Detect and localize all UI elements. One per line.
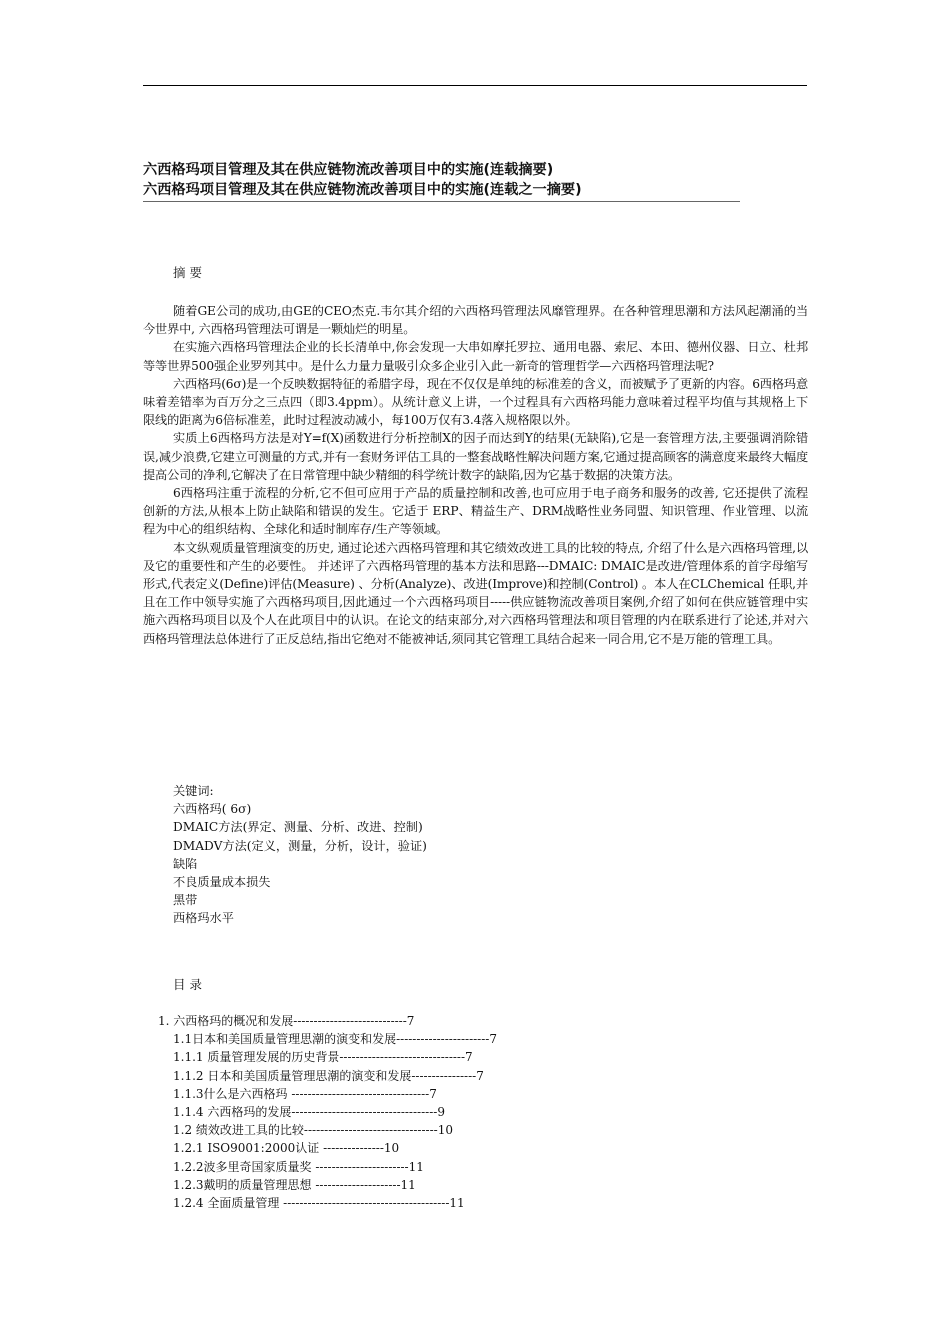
keyword-item: 黑带 — [173, 893, 198, 908]
toc-entry[interactable]: 1.1.1 质量管理发展的历史背景-------------------------------7 — [173, 1050, 473, 1065]
paragraph: 在实施六西格玛管理法企业的长长清单中,你会发现一大串如摩托罗拉、通用电器、索尼、本田、德州仪器、日立、杜邦等等世界500强企业罗列其中。是什么力量力量吸引众多企业引入此一新奇的管理哲学—六西格玛管理法呢? — [143, 340, 808, 373]
paragraph: 六西格玛(6σ)是一个反映数据特征的希腊字母，现在不仅仅是单纯的标准差的含义，而被赋予了更新的内容。6西格玛意味着差错率为百万分之三点四（即3.4ppm）。从统计意义上讲，一个过程具有六西格玛能力意味着过程平均值与其规格上下限线的距离为6倍标准差，此时过程波动减小，每100万仅有3.4落入规格限以外。 — [143, 376, 808, 428]
toc-entry[interactable]: 1.1.2 日本和美国质量管理思潮的演变和发展----------------7 — [173, 1068, 484, 1083]
title-block — [143, 160, 743, 200]
toc-heading: 目 录 — [173, 977, 202, 992]
keyword-item: DMAIC方法(界定、测量、分析、改进、控制) — [173, 820, 423, 835]
toc-entry[interactable]: 1.1.4 六西格玛的发展------------------------------------9 — [173, 1105, 445, 1120]
keyword-item: 缺陷 — [173, 856, 198, 871]
keyword-item: DMADV方法(定义，测量，分析，设计，验证) — [173, 838, 427, 853]
toc-entry[interactable]: 1.2.1 ISO9001:2000认证 ---------------10 — [173, 1141, 400, 1156]
toc-entry[interactable]: 1. 六西格玛的概况和发展----------------------------7 — [158, 1014, 415, 1028]
title-underline — [143, 201, 740, 202]
top-rule — [143, 85, 807, 86]
toc-entry[interactable]: 1.2 绩效改进工具的比较---------------------------------10 — [173, 1123, 453, 1138]
keywords-label: 关键词: — [173, 784, 214, 798]
toc-entry[interactable]: 1.2.3戴明的质量管理思想 ---------------------11 — [173, 1177, 416, 1192]
keyword-item: 六西格玛( 6σ) — [173, 802, 252, 817]
keywords-section — [173, 782, 427, 928]
toc-entry[interactable]: 1.2.2波多里奇国家质量奖 -----------------------11 — [173, 1159, 424, 1174]
paragraph: 随着GE公司的成功,由GE的CEO杰克.韦尔其介绍的六西格玛管理法风靡管理界。在各种管理思潮和方法风起潮涌的当今世界中, 六西格玛管理法可谓是一颗灿烂的明星。 — [143, 304, 808, 337]
document-title: 六西格玛项目管理及其在供应链物流改善项目中的实施(连载摘要) — [143, 162, 554, 178]
paragraph: 实质上6西格玛方法是对Y=f(X)函数进行分析控制X的因子而达到Y的结果(无缺陷),它是一套管理方法,主要强调消除错误,减少浪费,它建立可测量的方式,并有一套财务评估工具的一整套战略性解决问题方案,它通过提高顾客的满意度来最终大幅度提高公司的净利,它解决了在日常管理中缺少精细的科学统计数字的缺陷,因为它基于数据的决策方法。 — [143, 431, 808, 482]
toc-entry[interactable]: 1.1.3什么是六西格玛 ----------------------------------7 — [173, 1086, 437, 1101]
paragraph: 本文纵观质量管理演变的历史, 通过论述六西格玛管理和其它绩效改进工具的比较的特点, 介绍了什么是六西格玛管理,以及它的重要性和产生的必要性。 并述评了六西格玛管理的基本方法和思路---DMAIC: DMAIC是改进/管理体系的首字母缩写形式,代表定义(Define)评估(Measure) 、分析(Analyze)、改进(Improve)和控制(Control) 。本人在CLChemical 任职,并且在工作中领导实施了六西格玛项目,因此通过一个六西格玛项目-----供应链物流改善项目案例,介绍了如何在供应链管理中实施六西格玛项目以及个人在此项目中的认识。在论文的结束部分,对六西格玛管理法和项目管理的内在联系进行了论述,并对六西格玛管理法总体进行了正反总结,指出它绝对不能被神话,须同其它管理工具结合起来一同合用,它不是万能的管理工具。 — [143, 540, 808, 646]
paragraph: 6西格玛注重于流程的分析,它不但可应用于产品的质量控制和改善,也可应用于电子商务和服务的改善, 它还提供了流程创新的方法,从根本上防止缺陷和错误的发生。它适于 ERP、精益生产、DRM战略性业务同盟、知识管理、作业管理、以流程为中心的组织结构、全球化和适时制库存/生产等领域。 — [143, 486, 808, 537]
table-of-contents — [158, 1012, 497, 1212]
toc-entry[interactable]: 1.1日本和美国质量管理思潮的演变和发展-----------------------7 — [173, 1032, 497, 1047]
keyword-item: 西格玛水平 — [173, 911, 234, 926]
abstract-heading: 摘 要 — [173, 265, 202, 280]
keyword-item: 不良质量成本损失 — [173, 875, 271, 890]
toc-entry[interactable]: 1.2.4 全面质量管理 -----------------------------------------11 — [173, 1196, 465, 1211]
document-subtitle: 六西格玛项目管理及其在供应链物流改善项目中的实施(连载之一摘要) — [143, 182, 582, 198]
abstract-body — [143, 302, 808, 648]
